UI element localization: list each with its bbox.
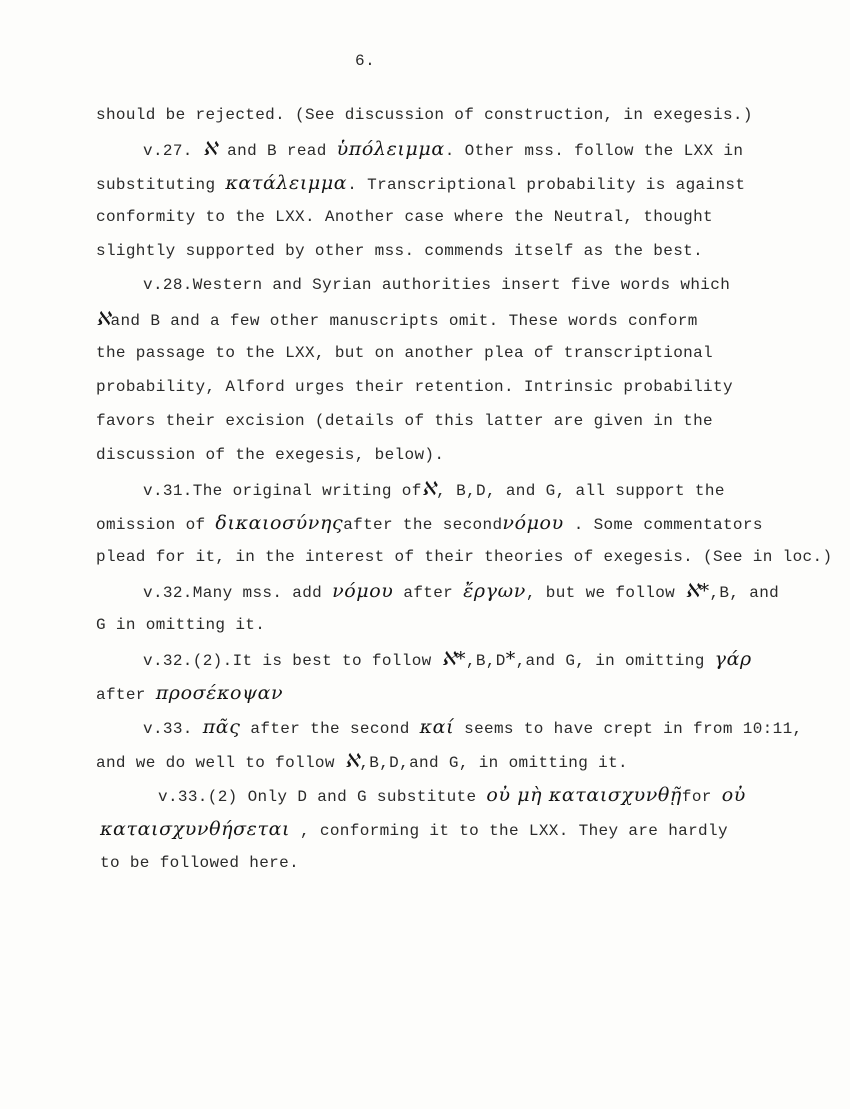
text-segment: ,and G, in omitting [515,652,715,670]
greek-proseekopsan: προσέκοψαν [155,682,284,704]
text-segment: and we do well to follow [96,754,345,772]
greek-gar: γάρ [714,648,752,670]
text-segment: . Other mss. follow the LXX in [444,142,744,160]
text-line-12 [143,479,725,501]
text-line-16: G in omitting it. [96,616,266,634]
text-line-15 [143,581,779,603]
text-segment: ,B,D,and G, in omitting it. [359,754,629,772]
text-line-20 [96,751,628,773]
greek-kataleimma: κατάλειμμα [225,172,348,194]
greek-dikaiosynes: δικαιοσύνης [215,512,344,534]
text-segment: after the second [240,720,420,738]
greek-hypoleimma: ὑπόλειμμα [336,138,445,160]
text-segment: ,B, and [709,584,780,602]
text-segment: . Some commentators [563,516,763,534]
text-line-4: conformity to the LXX. Another case where the Neutral, thought [96,208,713,226]
text-segment: after [96,686,156,704]
text-line-7 [96,309,698,331]
verse-ref-32-2: v.32.(2).It is best to follow [143,652,442,670]
text-line-18 [96,683,283,705]
aleph-star-siglum: ℵ* [441,648,466,670]
text-segment: after [393,584,464,602]
page-number: 6. [355,52,376,70]
text-line-1: should be rejected. (See discussion of construction, in exegesis.) [96,106,753,124]
text-line-2 [143,139,743,161]
text-line-3 [96,173,745,195]
greek-ergon: ἔργων [463,580,526,602]
text-line-17 [143,649,752,671]
text-line-21 [158,785,746,807]
aleph-star-siglum: ℵ* [685,580,710,602]
text-line-19 [143,717,802,739]
greek-ou-me-kataischynthe: οὐ μὴ καταισχυνθῇ [486,784,682,806]
star-mark: * [505,648,516,670]
text-line-9: probability, Alford urges their retention. Intrinsic probability [96,378,733,396]
verse-ref-33-2: v.33.(2) Only D and G substitute [158,788,487,806]
text-line-23: to be followed here. [100,854,300,872]
text-line-6: v.28.Western and Syrian authorities insert five words which [143,276,731,294]
text-segment: seems to have crept in from 10:11, [454,720,803,738]
text-segment: for [681,788,722,806]
text-segment: , conforming it to the LXX. They are hardly [290,822,728,840]
greek-kai: καί [419,716,455,738]
text-line-8: the passage to the LXX, but on another plea of transcriptional [96,344,713,362]
text-segment: , but we follow [525,584,686,602]
greek-ou: οὐ [721,784,746,806]
text-segment: ,B,D [465,652,506,670]
text-segment: . Transcriptional probability is against [347,176,746,194]
text-line-5: slightly supported by other mss. commends itself as the best. [96,242,704,260]
greek-kataischynthesetai: καταισχυνθήσεται [100,818,291,840]
greek-nomou: νόμου [332,580,394,602]
verse-ref-31: v.31.The original writing of [143,482,422,500]
aleph-siglum: ℵ [96,308,111,330]
text-segment: substituting [96,176,226,194]
greek-nomou: νόμου [502,512,564,534]
text-line-22 [100,819,728,841]
text-segment: and B and a few other manuscripts omit. These words conform [110,312,698,330]
text-line-10: favors their excision (details of this latter are given in the [96,412,713,430]
text-segment: omission of [96,516,216,534]
text-segment: and B read [217,142,337,160]
text-line-11: discussion of the exegesis, below). [96,446,445,464]
greek-pas: πᾶς [202,716,241,738]
text-segment: after the second [343,516,503,534]
text-line-14: plead for it, in the interest of their theories of exegesis. (See in loc.) [96,548,833,566]
aleph-siglum: ℵ [344,750,360,772]
aleph-siglum: ℵ [421,478,437,500]
verse-ref-32: v.32.Many mss. add [143,584,333,602]
text-line-13 [96,513,763,535]
verse-ref-27: v.27. [143,142,203,160]
verse-ref-33: v.33. [143,720,203,738]
aleph-siglum: ℵ [202,138,218,160]
text-segment: , B,D, and G, all support the [436,482,725,500]
